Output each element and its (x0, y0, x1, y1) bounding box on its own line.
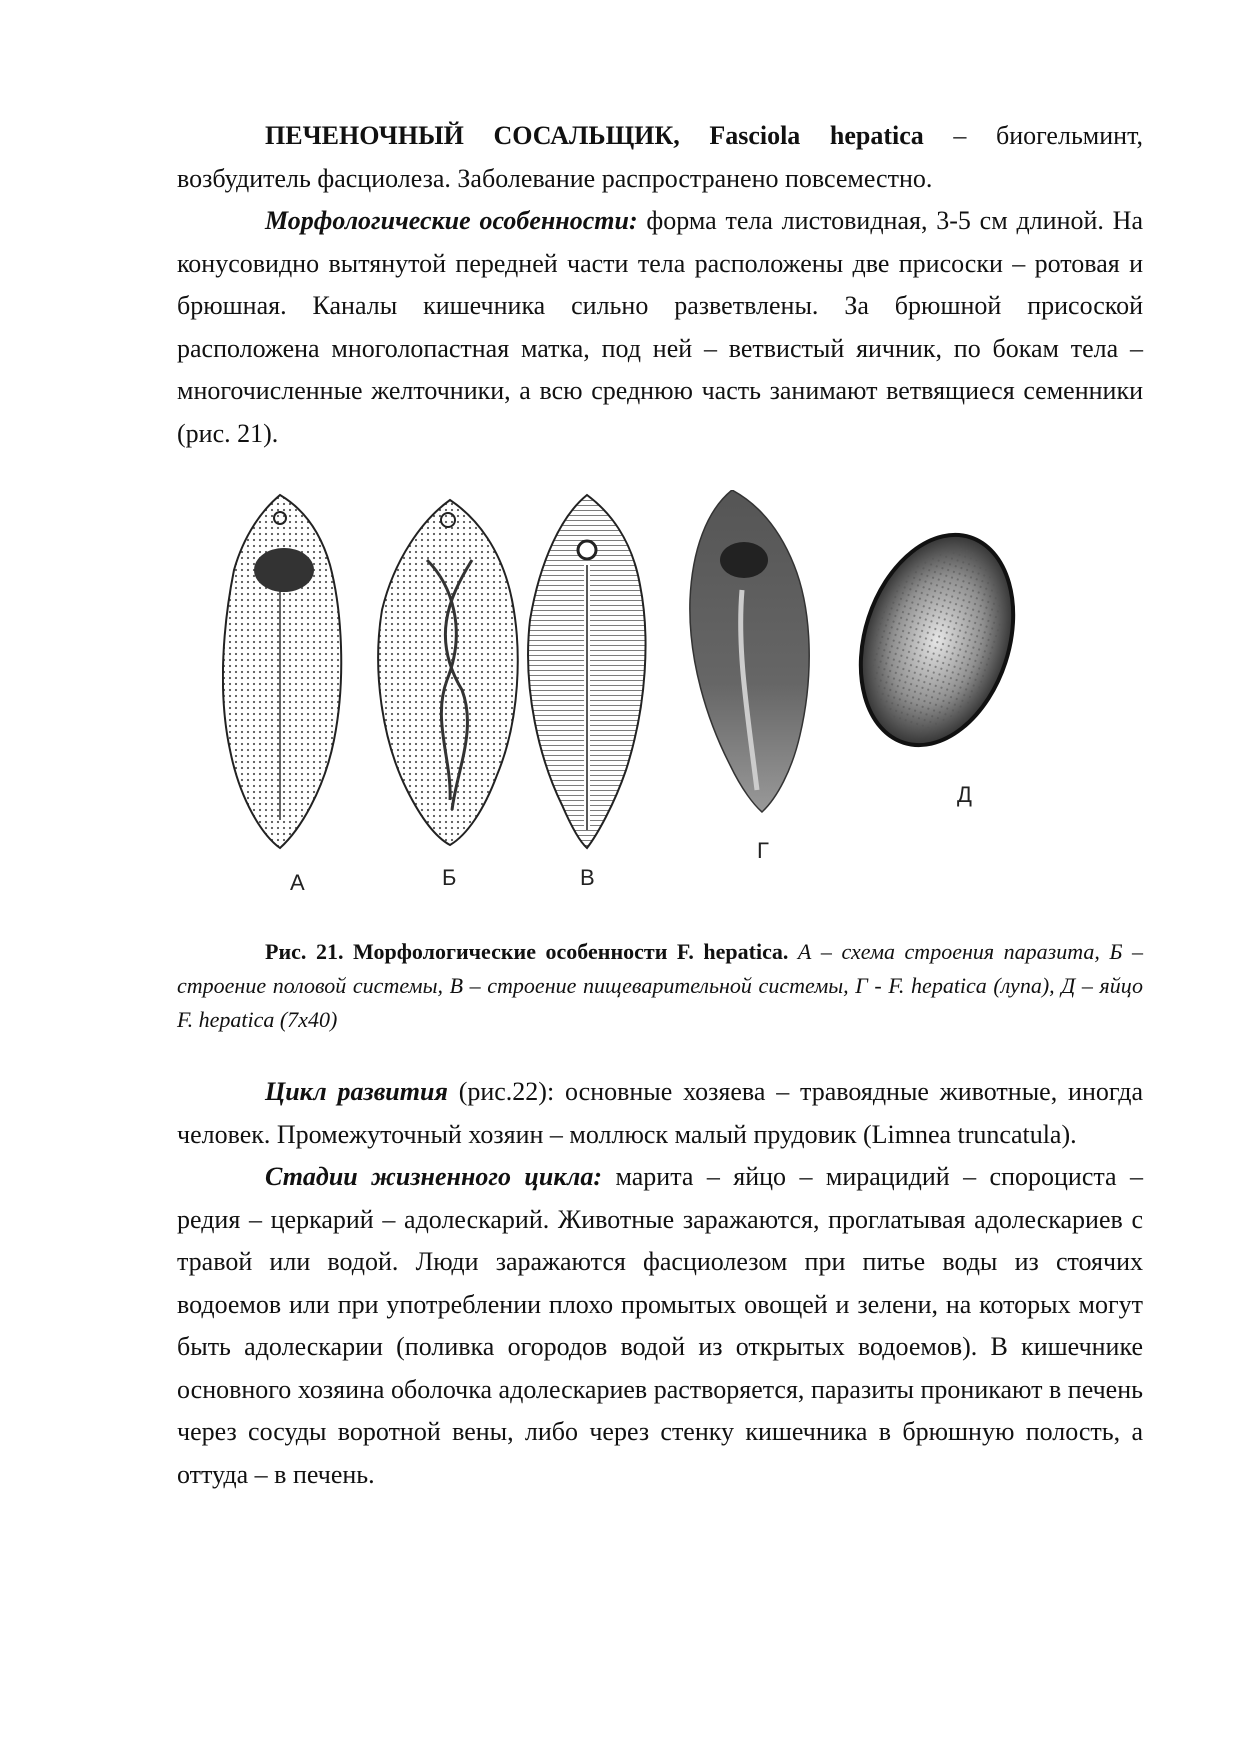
figure-21 (222, 490, 1142, 920)
label-a: А (290, 870, 305, 895)
label-c: В (580, 865, 595, 890)
label-b: Б (442, 865, 457, 890)
morphology-text: форма тела листовидная, 3-5 см длиной. На конусовидно вытянутой передней части тела расположены две присоски – ротовая и брюшная. Каналы кишечника сильно разветвлены. За брюшной присоской расположена многолопастная матка, под ней – ветвистый яичник, по бокам тела – многочисленные желточники, а всю среднюю часть занимают ветвящиеся семенники (рис. 21). (177, 206, 1143, 448)
cycle-paragraph (177, 1071, 1143, 1156)
bottom-text-block (177, 1071, 1143, 1496)
illustration-c-digestive-system (528, 495, 645, 848)
stages-heading: Стадии жизненного цикла: (265, 1162, 603, 1191)
morphology-heading: Морфологические особенности: (265, 206, 638, 235)
intro-paragraph (177, 115, 1143, 200)
figure-caption (177, 935, 1143, 1037)
intro-text: – биогельминт, возбудитель фасциолеза. Заболевание распространено повсеместно. (177, 121, 1143, 193)
intro-title: ПЕЧЕНОЧНЫЙ СОСАЛЬЩИК, (265, 121, 680, 150)
figure-21-illustrations (222, 490, 1142, 920)
illustration-e-egg (835, 515, 1039, 765)
intro-latin-name: Fasciola hepatica (709, 121, 924, 150)
illustration-b-reproductive-system (378, 500, 518, 845)
cycle-heading: Цикл развития (265, 1077, 448, 1106)
stages-text: марита – яйцо – мирацидий – спороциста – редия – церкарий – адолескарий. Животные заражаются, проглатывая адолескариев с травой или водой. Люди заражаются фасциолезом при питье воды из стоячих водоемов или при употреблении плохо промытых овощей и зелени, на которых могут быть адолескарии (поливка огородов водой из открытых водоемов). В кишечнике основного хозяина оболочка адолескариев растворяется, паразиты проникают в печень через сосуды воротной вены, либо через стенку кишечника в брюшную полость, а оттуда – в печень. (177, 1162, 1144, 1489)
top-text-block (177, 115, 1143, 455)
illustration-a-parasite-scheme (223, 495, 341, 848)
cycle-text: (рис.22): основные хозяева – травоядные животные, иногда человек. Промежуточный хозяин – моллюск малый прудовик (Limnea truncatula). (177, 1077, 1143, 1149)
stages-paragraph (177, 1156, 1143, 1496)
morphology-paragraph (177, 200, 1143, 455)
caption-title: Рис. 21. Морфологические особенности F. hepatica. (265, 939, 789, 964)
label-d: Г (757, 838, 769, 863)
caption-description: А – схема строения паразита, Б – строение половой системы, В – строение пищеварительной системы, Г - F. hepatica (лупа), Д – яйцо F. hepatica (7х40) (177, 939, 1143, 1032)
label-e: Д (957, 782, 972, 807)
illustration-d-magnified-photo (690, 490, 809, 812)
